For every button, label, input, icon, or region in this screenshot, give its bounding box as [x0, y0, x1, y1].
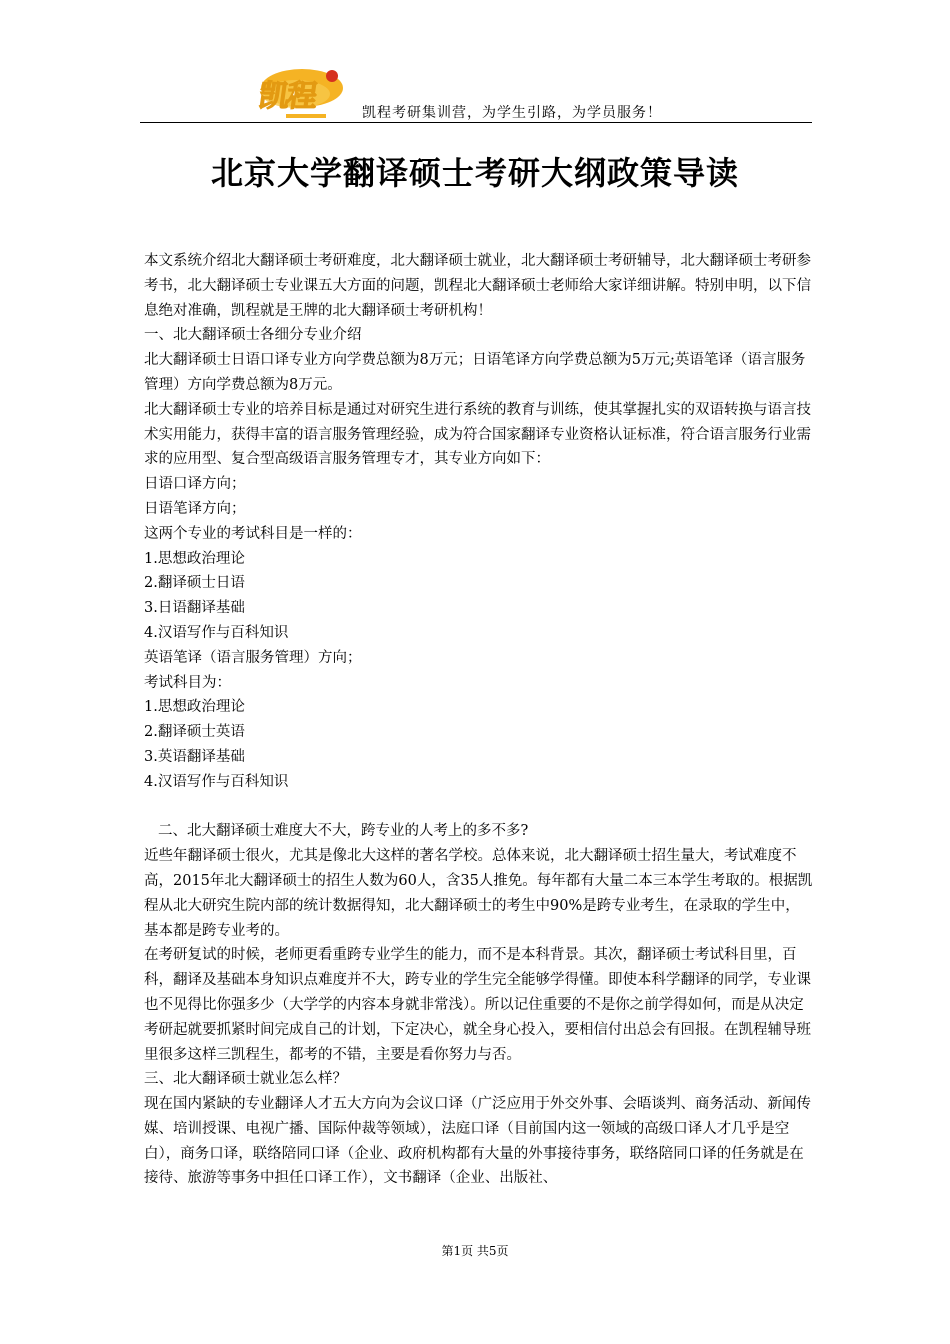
blank-line — [144, 795, 814, 820]
difficulty-paragraph: 近些年翻译硕士很火，尤其是像北大这样的著名学校。总体来说，北大翻译硕士招生量大，考试难度不高，2015年北大翻译硕士的招生人数为60人，含35人推免。每年都有大量二本三本学生考取的。根据凯程从北大研究生院内部的统计数据得知，北大翻译硕士的考生中90%是跨专业考生，在录取的学生中，基本都是跨专业考的。 — [144, 848, 813, 939]
list-item: 日语笔译方向； — [144, 500, 246, 517]
employment-paragraph: 现在国内紧缺的专业翻译人才五大方向为会议口译（广泛应用于外交外事、会晤谈判、商务活动、新闻传媒、培训授课、电视广播、国际仲裁等领域），法庭口译（目前国内这一领域的高级口译人才几乎是空白），商务口译，联络陪同口译（企业、政府机构都有大量的外事接待事务，联络陪同口译的任务就是在接待、旅游等事务中担任口译工作），文书翻译（企业、出版社、 — [144, 1096, 811, 1187]
list-item: 4.汉语写作与百科知识 — [144, 773, 289, 790]
page-footer: 第1页 共5页 — [441, 1244, 509, 1258]
header-divider — [140, 122, 812, 123]
list-item: 3.日语翻译基础 — [144, 600, 245, 617]
header-slogan: 凯程考研集训营，为学生引路，为学员服务！ — [362, 105, 662, 121]
list-item: 1.思想政治理论 — [144, 550, 245, 567]
list-item: 3.英语翻译基础 — [144, 748, 245, 765]
section-heading-1: 一、北大翻译硕士各细分专业介绍 — [144, 327, 362, 344]
svg-text:凯程: 凯程 — [256, 79, 318, 114]
section-heading-3: 三、北大翻译硕士就业怎么样？ — [144, 1071, 347, 1088]
list-item: 英语笔译（语言服务管理）方向； — [144, 649, 362, 666]
list-item: 日语口译方向； — [144, 476, 246, 493]
interview-paragraph: 在考研复试的时候，老师更看重跨专业学生的能力，而不是本科背景。其次，翻译硕士考试科目里，百科，翻译及基础本身知识点难度并不大，跨专业的学生完全能够学得懂。即使本科学翻译的同学，专业课也不见得比你强多少（大学学的内容本身就非常浅）。所以记住重要的不是你之前学得如何，而是从决定考研起就要抓紧时间完成自己的计划，下定决心，就全身心投入，要相信付出总会有回报。在凯程辅导班里很多这样三凯程生，都考的不错，主要是看你努力与否。 — [144, 947, 811, 1063]
list-item: 1.思想政治理论 — [144, 699, 245, 716]
section-heading-2: 二、北大翻译硕士难度大不大，跨专业的人考上的多不多? — [158, 823, 529, 840]
tuition-paragraph: 北大翻译硕士日语口译专业方向学费总额为8万元；日语笔译方向学费总额为5万元;英语笔译（语言服务管理）方向学费总额为8万元。 — [144, 352, 806, 393]
document-body — [144, 249, 814, 1191]
goal-paragraph: 北大翻译硕士专业的培养目标是通过对研究生进行系统的教育与训练，使其掌握扎实的双语转换与语言技术实用能力，获得丰富的语言服务管理经验，成为符合国家翻译专业资格认证标准，符合语言服务行业需求的应用型、复合型高级语言服务管理专才，其专业方向如下： — [144, 401, 811, 468]
page-header — [140, 62, 812, 124]
list-item: 4.汉语写作与百科知识 — [144, 624, 289, 641]
list-item: 2.翻译硕士日语 — [144, 575, 245, 592]
intro-paragraph: 本文系统介绍北大翻译硕士考研难度，北大翻译硕士就业，北大翻译硕士考研辅导，北大翻译硕士考研参考书，北大翻译硕士专业课五大方面的问题，凯程北大翻译硕士老师给大家详细讲解。特别申明，以下信息绝对准确，凯程就是王牌的北大翻译硕士考研机构！ — [144, 253, 811, 319]
document-title: 北京大学翻译硕士考研大纲政策导读 — [210, 154, 739, 192]
list-item: 考试科目为： — [144, 674, 231, 691]
list-item: 2.翻译硕士英语 — [144, 724, 245, 741]
kaicheng-logo — [256, 62, 346, 122]
list-item: 这两个专业的考试科目是一样的： — [144, 525, 362, 542]
